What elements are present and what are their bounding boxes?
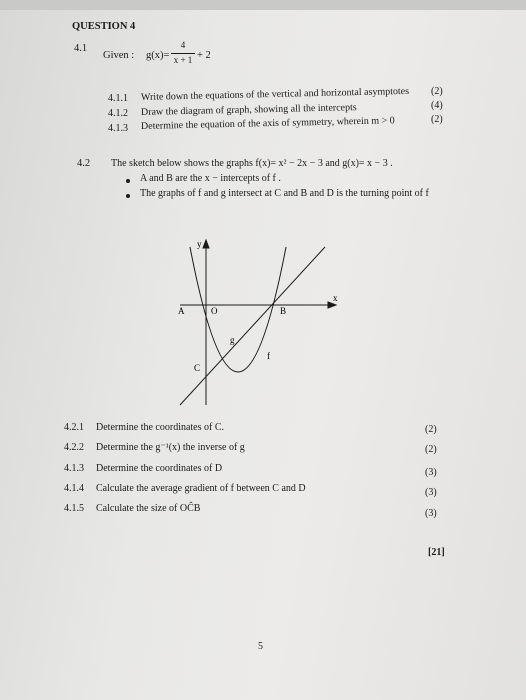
q425-marks: (3) <box>425 508 437 519</box>
q42-number: 4.2 <box>77 158 91 169</box>
curve-f <box>190 247 286 372</box>
q413-marks: (2) <box>431 114 443 125</box>
bullet-dot <box>126 179 130 183</box>
parabola-line-sketch <box>150 235 350 410</box>
q42-bullet-1: A and B are the x − intercepts of f . <box>140 173 281 184</box>
q41-fraction-numerator: 4 <box>180 40 186 50</box>
q421-number: 4.2.1 <box>64 422 84 433</box>
q42-bullet-2: The graphs of f and g intersect at C and B and D is the turning point of f <box>140 188 429 199</box>
total-marks: [21] <box>428 547 445 558</box>
q41-fraction-denominator: x + 1 <box>173 55 193 65</box>
q41-function-left: g(x)= <box>146 50 170 61</box>
q41-number: 4.1 <box>74 43 88 54</box>
label-g: g <box>230 335 235 345</box>
q423-marks: (3) <box>425 467 437 478</box>
line-g <box>180 247 325 405</box>
q413-number: 4.1.3 <box>108 123 128 134</box>
q41-given-label: Given : <box>103 50 135 61</box>
q411-number: 4.1.1 <box>108 93 128 104</box>
label-x: x <box>333 293 338 303</box>
label-O: O <box>211 306 218 316</box>
q421-marks: (2) <box>425 424 437 435</box>
q421-text: Determine the coordinates of C. <box>96 422 225 433</box>
label-y: y <box>197 239 202 249</box>
label-B: B <box>280 306 287 316</box>
label-f: f <box>267 351 270 361</box>
bullet-dot <box>126 194 130 198</box>
page-top-edge <box>0 0 526 10</box>
q41-function-right: + 2 <box>197 50 211 61</box>
q423-number: 4.1.3 <box>64 463 84 474</box>
label-C: C <box>194 363 201 373</box>
q425-number: 4.1.5 <box>64 503 84 514</box>
q422-number: 4.2.2 <box>64 442 84 453</box>
q41-fraction-bar <box>171 53 195 54</box>
label-A: A <box>178 306 185 316</box>
y-axis-arrow <box>203 240 209 248</box>
q413-text: Determine the equation of the axis of symmetry, wherein m > 0 <box>140 115 395 132</box>
q424-marks: (3) <box>425 487 437 498</box>
q424-text: Calculate the average gradient of f between C and D <box>96 483 306 494</box>
q422-marks: (2) <box>425 444 437 455</box>
q422-text: Determine the g⁻¹(x) the inverse of g <box>96 442 245 453</box>
q423-text: Determine the coordinates of D <box>96 463 223 474</box>
q412-marks: (4) <box>431 100 443 111</box>
q424-number: 4.1.4 <box>64 483 84 494</box>
q412-text: Draw the diagram of graph, showing all the intercepts <box>140 102 357 118</box>
q412-number: 4.1.2 <box>108 108 128 119</box>
page-number: 5 <box>258 641 263 652</box>
q411-marks: (2) <box>431 86 443 97</box>
q425-text: Calculate the size of OĈB <box>96 503 201 514</box>
question-title: QUESTION 4 <box>72 21 136 32</box>
q411-text: Write down the equations of the vertical and horizontal asymptotes <box>140 85 410 103</box>
q42-intro: The sketch below shows the graphs f(x)= x² − 2x − 3 and g(x)= x − 3 . <box>111 158 393 169</box>
